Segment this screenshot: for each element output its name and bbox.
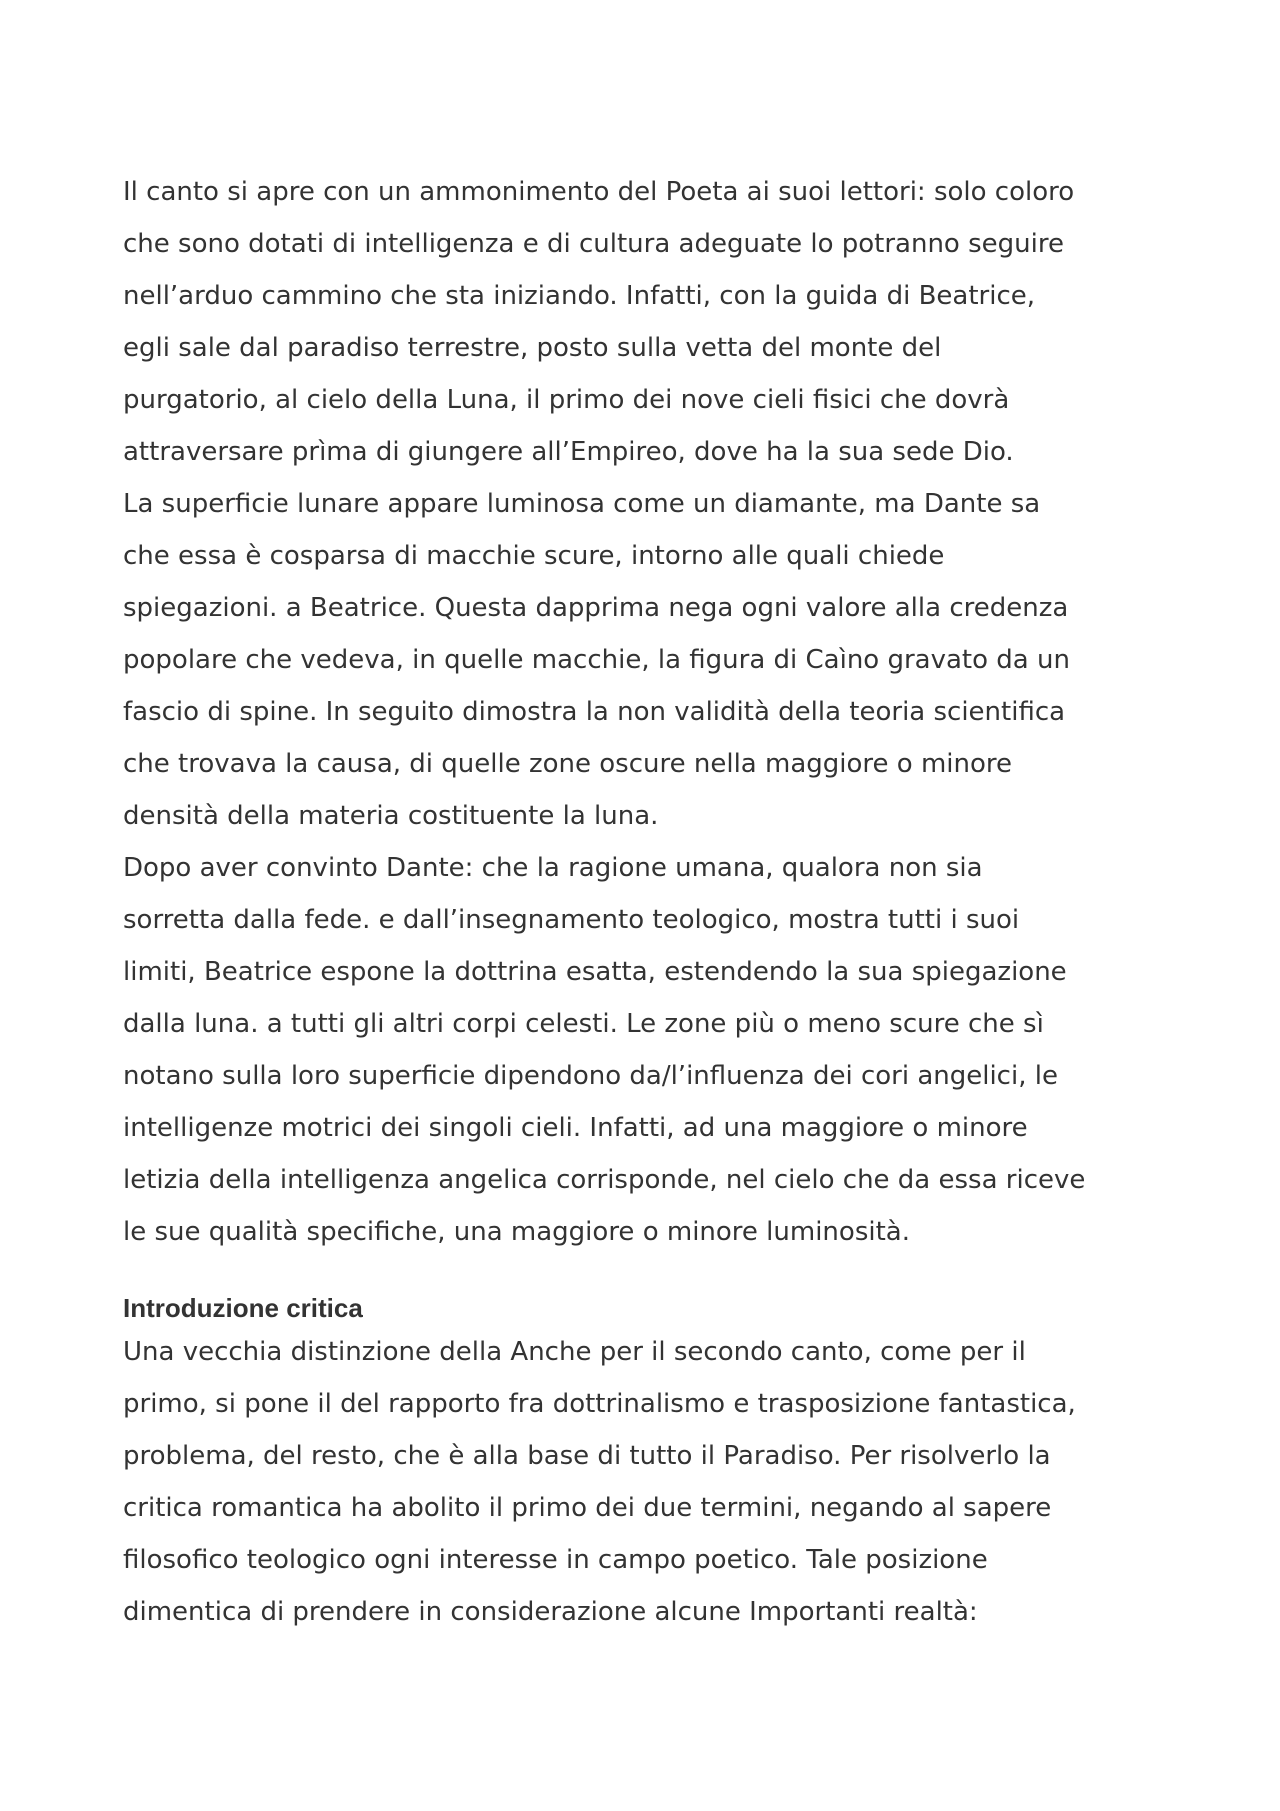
text-line: popolare che vedeva, in quelle macchie, la figura di Caìno gravato da un (123, 645, 1070, 675)
section-heading: Introduzione critica (123, 1293, 363, 1323)
text-line: problema, del resto, che è alla base di tutto il Paradiso. Per risolverlo la (123, 1441, 1051, 1471)
document-body (123, 166, 1183, 1638)
text-line: primo, si pone il del rapporto fra dottrinalismo e trasposizione fantastica, (123, 1389, 1076, 1419)
section-spacer (123, 1258, 1183, 1290)
text-line: critica romantica ha abolito il primo dei due termini, negando al sapere (123, 1493, 1052, 1523)
paragraph-beatrice-doctrine (123, 842, 1183, 1258)
text-line: che sono dotati di intelligenza e di cultura adeguate lo potranno seguire (123, 229, 1064, 259)
text-line: fascio di spine. In seguito dimostra la non validità della teoria scientifica (123, 697, 1066, 727)
text-line: egli sale dal paradiso terrestre, posto sulla vetta del monte del (123, 333, 942, 363)
paragraph-lunar-surface (123, 478, 1183, 842)
text-line: Una vecchia distinzione della Anche per il secondo canto, come per il (123, 1337, 1026, 1367)
text-line: limiti, Beatrice espone la dottrina esatta, estendendo la sua spiegazione (123, 957, 1067, 987)
text-line: intelligenze motrici dei singoli cieli. Infatti, ad una maggiore o minore (123, 1113, 1028, 1143)
text-line: dimentica di prendere in considerazione alcune Importanti realtà: (123, 1597, 978, 1627)
text-line: filosofico teologico ogni interesse in campo poetico. Tale posizione (123, 1545, 988, 1575)
text-line: attraversare prìma di giungere all’Empireo, dove ha la sua sede Dio. (123, 437, 1014, 467)
text-line: le sue qualità specifiche, una maggiore o minore luminosità. (123, 1217, 910, 1247)
text-line: purgatorio, al cielo della Luna, il primo dei nove cieli fisici che dovrà (123, 385, 1010, 415)
paragraph-canto-opening (123, 166, 1183, 478)
text-line: sorretta dalla fede. e dall’insegnamento teologico, mostra tutti i suoi (123, 905, 1020, 935)
text-line: notano sulla loro superficie dipendono da/l’influenza dei cori angelici, le (123, 1061, 1058, 1091)
paragraph-critical-intro (123, 1326, 1183, 1638)
text-line: spiegazioni. a Beatrice. Questa dapprima nega ogni valore alla credenza (123, 593, 1069, 623)
text-line: La superficie lunare appare luminosa come un diamante, ma Dante sa (123, 489, 1041, 519)
text-line: che essa è cosparsa di macchie scure, intorno alle quali chiede (123, 541, 945, 571)
text-line: che trovava la causa, di quelle zone oscure nella maggiore o minore (123, 749, 1012, 779)
text-line: nell’arduo cammino che sta iniziando. Infatti, con la guida di Beatrice, (123, 281, 1035, 311)
text-line: Dopo aver convinto Dante: che la ragione umana, qualora non sia (123, 853, 983, 883)
text-line: letizia della intelligenza angelica corrisponde, nel cielo che da essa riceve (123, 1165, 1086, 1195)
text-line: dalla luna. a tutti gli altri corpi celesti. Le zone più o meno scure che sì (123, 1009, 1044, 1039)
text-line: Il canto si apre con un ammonimento del Poeta ai suoi lettori: solo coloro (123, 177, 1075, 207)
text-line: densità della materia costituente la luna. (123, 801, 659, 831)
